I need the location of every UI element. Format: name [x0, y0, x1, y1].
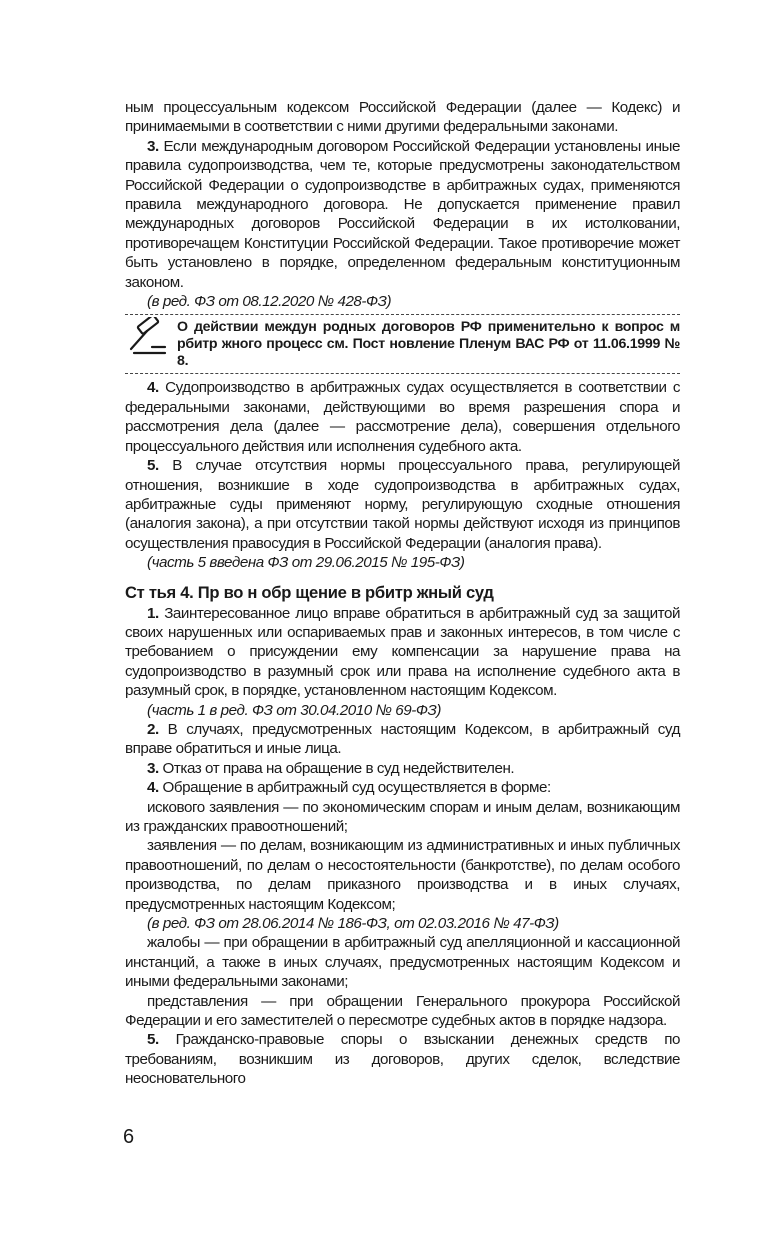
paragraph: [125, 992, 680, 1031]
reference-note: [125, 314, 680, 374]
paragraph: [125, 836, 680, 914]
paragraph: [125, 1030, 680, 1088]
paragraph-text: Обращение в арбитражный суд осуществляется в форме:: [158, 779, 551, 797]
paragraph-text: заявления — по делам, возникающим из административных и иных публичных правоотношений, по делам о несостоятельности (банкротстве), по делам особого производства, по делам приказного производства и в иных случаях, предусмотренных настоящим Кодексом;: [125, 837, 680, 913]
amendment-note: (в ред. ФЗ от 28.06.2014 № 186-ФЗ, от 02.03.2016 № 47-ФЗ): [147, 915, 559, 933]
article-heading: Ст тья 4. Пр во н обр щение в рбитр жный суд: [125, 582, 494, 602]
paragraph-text: Гражданско-правовые споры о взыскании денежных средств по требованиям, возникшим из договоров, других сделок, вследствие неосновательного: [125, 1031, 680, 1088]
paragraph: [125, 98, 680, 137]
clause-number: 5.: [147, 1031, 159, 1049]
paragraph-text: искового заявления — по экономическим спорам и иным делам, возникающим из гражданских правоотношений;: [125, 798, 680, 835]
clause-number: 2.: [147, 720, 159, 738]
paragraph: [125, 378, 680, 456]
paragraph-text: жалобы — при обращении в арбитражный суд апелляционной и кассационной инстанций, а также в иных случаях, предусмотренных настоящим Кодексом и иными федеральными законами;: [125, 934, 680, 991]
paragraph-text: В случаях, предусмотренных настоящим Кодексом, в арбитражный суд вправе обратиться и иные лица.: [125, 720, 680, 758]
paragraph-text: Отказ от права на обращение в суд недействителен.: [158, 759, 515, 777]
paragraph: [125, 137, 680, 292]
paragraph: [125, 456, 680, 553]
paragraph-text: Если международным договором Российской Федерации установлены иные правила судопроизводства, чем те, которые предусмотрены законодательством Российской Федерации о судопроизводстве в арбитражных судах, применяются правила международного договора. Не допускается применение правил международных договоров Российской Федерации в их истолковании, противоречащем Конституции Российской Федерации. Такое противоречие может быть установлено в порядке, определенном федеральным конституционным законом.: [125, 137, 680, 291]
paragraph: [125, 933, 680, 991]
gavel-icon: [125, 317, 173, 357]
paragraph: [125, 778, 680, 797]
clause-number: 3.: [147, 137, 159, 155]
paragraph: [125, 759, 680, 778]
clause-number: 3.: [147, 759, 159, 777]
paragraph: [125, 720, 680, 759]
clause-number: 5.: [147, 457, 159, 475]
clause-number: 4.: [147, 379, 159, 397]
paragraph: [125, 798, 680, 837]
reference-note-text: О действии междун родных договоров РФ применительно к вопрос м рбитр жного процесс см. Пост новление Пленум ВАС РФ от 11.06.1999 № 8.: [177, 319, 680, 370]
amendment-note: (часть 5 введена ФЗ от 29.06.2015 № 195-ФЗ): [147, 554, 465, 572]
paragraph-text: Судопроизводство в арбитражных судах осуществляется в соответствии с федеральными законами, действующими во время разрешения спора и рассмотрения дела (далее — рассмотрение дела), совершения отдельного процессуального действия или исполнения судебного акта.: [125, 379, 680, 455]
clause-number: 4.: [147, 779, 159, 797]
paragraph-text: представления — при обращении Генерального прокурора Российской Федерации и его заместителей о пересмотре судебных актов в порядке надзора.: [125, 992, 680, 1030]
amendment-note: (в ред. ФЗ от 08.12.2020 № 428-ФЗ): [147, 293, 392, 311]
clause-number: 1.: [147, 604, 159, 622]
paragraph: [125, 604, 680, 701]
page-body: [125, 98, 680, 1089]
paragraph-text: Заинтересованное лицо вправе обратиться в арбитражный суд за защитой своих нарушенных или оспариваемых прав и законных интересов, в том числе с требованием о присуждении ему компенсации за нарушение права на судопроизводство в разумный срок или права на исполнение судебного акта в разумный срок, в порядке, установленном настоящим Кодексом.: [125, 604, 680, 700]
paragraph-text: В случае отсутствия нормы процессуального права, регулирующей отношения, возникшие в ходе судопроизводства в арбитражных судах, арбитражные суды применяют норму, регулирующую сходные отношения (аналогия закона), а при отсутствии такой нормы действуют исходя из принципов осуществления правосудия в Российской Федерации (аналогия права).: [125, 457, 680, 552]
amendment-note: (часть 1 в ред. ФЗ от 30.04.2010 № 69-ФЗ): [147, 701, 441, 719]
page-number: 6: [123, 1126, 135, 1148]
paragraph-text: ным процессуальным кодексом Российской Федерации (далее — Кодекс) и принимаемыми в соответствии с ними другими федеральными законами.: [125, 99, 680, 136]
